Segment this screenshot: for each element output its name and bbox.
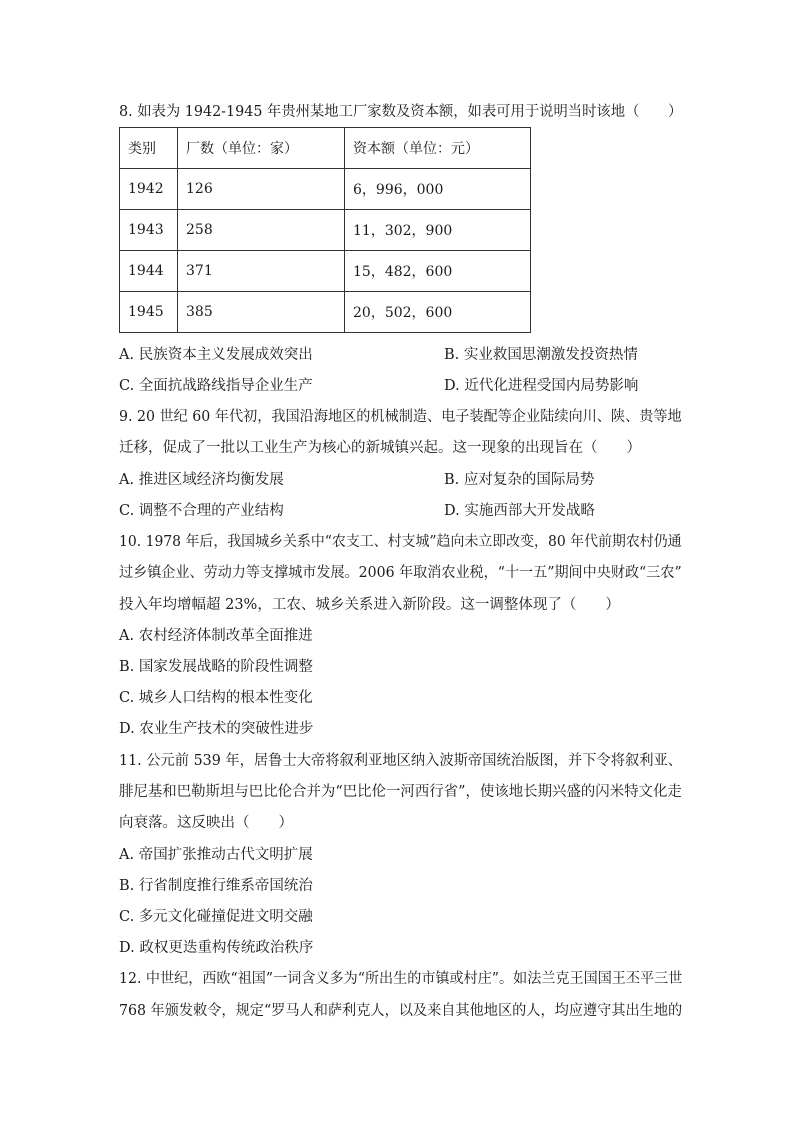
q9-option-c[interactable]: C. 调整不合理的产业结构 <box>119 503 284 519</box>
table-cell-capital: 11，302，900 <box>345 210 531 251</box>
table-cell-capital: 15，482，600 <box>345 251 531 292</box>
q9-option-d[interactable]: D. 实施西部大开发战略 <box>444 503 595 519</box>
q11-option-c[interactable]: C. 多元文化碰撞促进文明交融 <box>119 909 313 925</box>
table-cell-factories: 371 <box>178 251 345 292</box>
q11-stem-line2: 腓尼基和巴勒斯坦与巴比伦合并为“巴比伦一河西行省”，使该地长期兴盛的闪米特文化走 <box>119 784 682 800</box>
q11-stem-line3: 向衰落。这反映出（ ） <box>119 815 293 831</box>
table-row <box>120 292 531 333</box>
table-cell-year: 1943 <box>120 210 178 251</box>
q9-option-b[interactable]: B. 应对复杂的国际局势 <box>444 472 595 488</box>
q9-stem-line1: 9. 20 世纪 60 年代初，我国沿海地区的机械制造、电子装配等企业陆续向川、陕、贵等地 <box>119 409 682 425</box>
table-cell-year: 1944 <box>120 251 178 292</box>
q8-stem: 8. 如表为 1942-1945 年贵州某地工厂家数及资本额，如表可用于说明当时该地（ ） <box>119 104 683 120</box>
table-header-cell: 资本额（单位：元） <box>345 128 531 169</box>
q8-option-b[interactable]: B. 实业救国思潮激发投资热情 <box>444 347 638 363</box>
q10-stem-line2: 过乡镇企业、劳动力等支撑城市发展。2006 年取消农业税，“十一五”期间中央财政“三农” <box>119 565 682 581</box>
table-row <box>120 210 531 251</box>
table-cell-year: 1945 <box>120 292 178 333</box>
table-cell-factories: 258 <box>178 210 345 251</box>
q11-option-a[interactable]: A. 帝国扩张推动古代文明扩展 <box>119 847 313 863</box>
q10-option-a[interactable]: A. 农村经济体制改革全面推进 <box>119 628 313 644</box>
table-cell-year: 1942 <box>120 169 178 210</box>
q8-option-a[interactable]: A. 民族资本主义发展成效突出 <box>119 347 313 363</box>
table-header-row <box>120 128 531 169</box>
table-row <box>120 169 531 210</box>
table-header-cell: 类别 <box>120 128 178 169</box>
factory-capital-table <box>119 127 531 333</box>
q12-stem-line2: 768 年颁发敕令，规定“罗马人和萨利克人，以及来自其他地区的人，均应遵守其出生地的 <box>119 1003 683 1019</box>
table-header-cell: 厂数（单位：家） <box>178 128 345 169</box>
table-cell-capital: 6，996，000 <box>345 169 531 210</box>
q12-stem-line1: 12. 中世纪，西欧“祖国”一词含义多为“所出生的市镇或村庄”。如法兰克王国国王丕平三世 <box>119 971 683 987</box>
q10-stem-line3: 投入年均增幅超 23%，工农、城乡关系进入新阶段。这一调整体现了（ ） <box>119 597 620 613</box>
table-cell-factories: 126 <box>178 169 345 210</box>
q10-option-c[interactable]: C. 城乡人口结构的根本性变化 <box>119 690 313 706</box>
q11-option-b[interactable]: B. 行省制度推行维系帝国统治 <box>119 878 313 894</box>
table-cell-factories: 385 <box>178 292 345 333</box>
q11-option-d[interactable]: D. 政权更迭重构传统政治秩序 <box>119 940 314 956</box>
q10-stem-line1: 10. 1978 年后，我国城乡关系中“农支工、村支城”趋向未立即改变，80 年代前期农村仍通 <box>119 534 682 550</box>
q10-option-d[interactable]: D. 农业生产技术的突破性进步 <box>119 721 314 737</box>
q10-option-b[interactable]: B. 国家发展战略的阶段性调整 <box>119 659 313 675</box>
table-row <box>120 251 531 292</box>
q9-stem-line2: 迁移，促成了一批以工业生产为核心的新城镇兴起。这一现象的出现旨在（ ） <box>119 440 641 456</box>
q9-option-a[interactable]: A. 推进区域经济均衡发展 <box>119 472 284 488</box>
table-cell-capital: 20，502，600 <box>345 292 531 333</box>
q11-stem-line1: 11. 公元前 539 年，居鲁士大帝将叙利亚地区纳入波斯帝国统治版图，并下令将叙利亚、 <box>119 753 683 769</box>
q8-option-d[interactable]: D. 近代化进程受国内局势影响 <box>444 378 639 394</box>
q8-option-c[interactable]: C. 全面抗战路线指导企业生产 <box>119 378 313 394</box>
